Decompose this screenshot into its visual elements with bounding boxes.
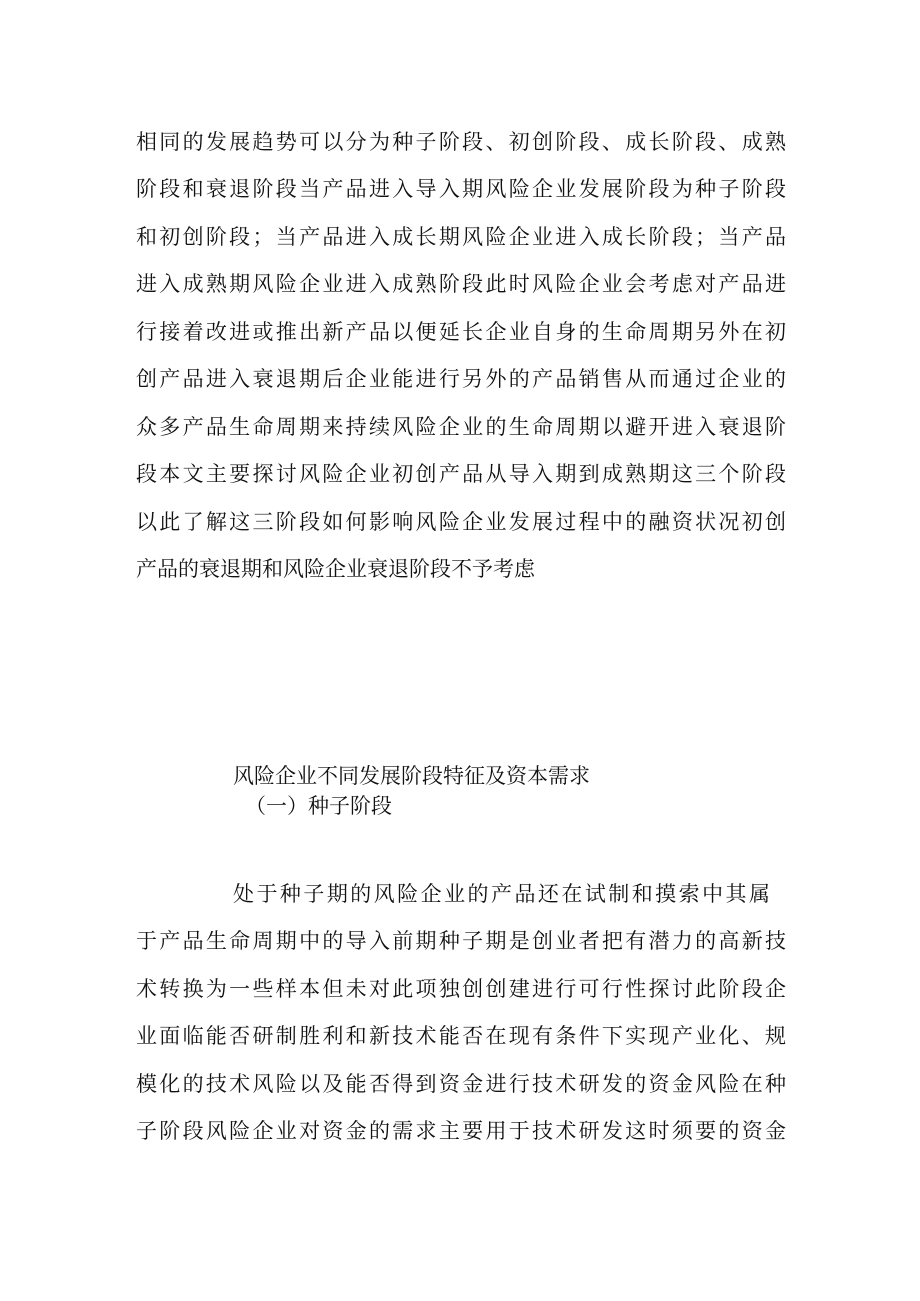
paragraph-line: 行接着改进或推出新产品以便延长企业自身的生命周期另外在初: [136, 320, 786, 344]
paragraph-line: 段本文主要探讨风险企业初创产品从导入期到成熟期这三个阶段: [136, 462, 786, 486]
paragraph-line: 以此了解这三阶段如何影响风险企业发展过程中的融资状况初创: [136, 510, 786, 534]
paragraph-line: 阶段和衰退阶段当产品进入导入期风险企业发展阶段为种子阶段: [136, 177, 786, 201]
paragraph-line: 术转换为一些样本但未对此项独创创建进行可行性探讨此阶段企: [136, 977, 786, 1001]
subsection-title: （一）种子阶段: [245, 794, 392, 818]
paragraph-line: 业面临能否研制胜利和新技术能否在现有条件下实现产业化、规: [136, 1024, 786, 1048]
paragraph-line: 于产品生命周期中的导入前期种子期是创业者把有潜力的高新技: [136, 929, 786, 953]
paragraph-line: 和初创阶段；当产品进入成长期风险企业进入成长阶段；当产品: [136, 225, 786, 249]
paragraph-line: 进入成熟期风险企业进入成熟阶段此时风险企业会考虑对产品进: [136, 272, 786, 296]
paragraph-line: 模化的技术风险以及能否得到资金进行技术研发的资金风险在种: [136, 1072, 786, 1096]
paragraph-line: 子阶段风险企业对资金的需求主要用于技术研发这时须要的资金: [136, 1119, 786, 1143]
section-title: 风险企业不同发展阶段特征及资本需求: [233, 764, 590, 788]
paragraph-line: 产品的衰退期和风险企业衰退阶段不予考虑: [136, 557, 535, 581]
paragraph-line: 处于种子期的风险企业的产品还在试制和摸索中其属: [233, 882, 770, 906]
paragraph-line: 创产品进入衰退期后企业能进行另外的产品销售从而通过企业的: [136, 367, 786, 391]
paragraph-line: 众多产品生命周期来持续风险企业的生命周期以避开进入衰退阶: [136, 415, 786, 439]
paragraph-line: 相同的发展趋势可以分为种子阶段、初创阶段、成长阶段、成熟: [136, 130, 786, 154]
